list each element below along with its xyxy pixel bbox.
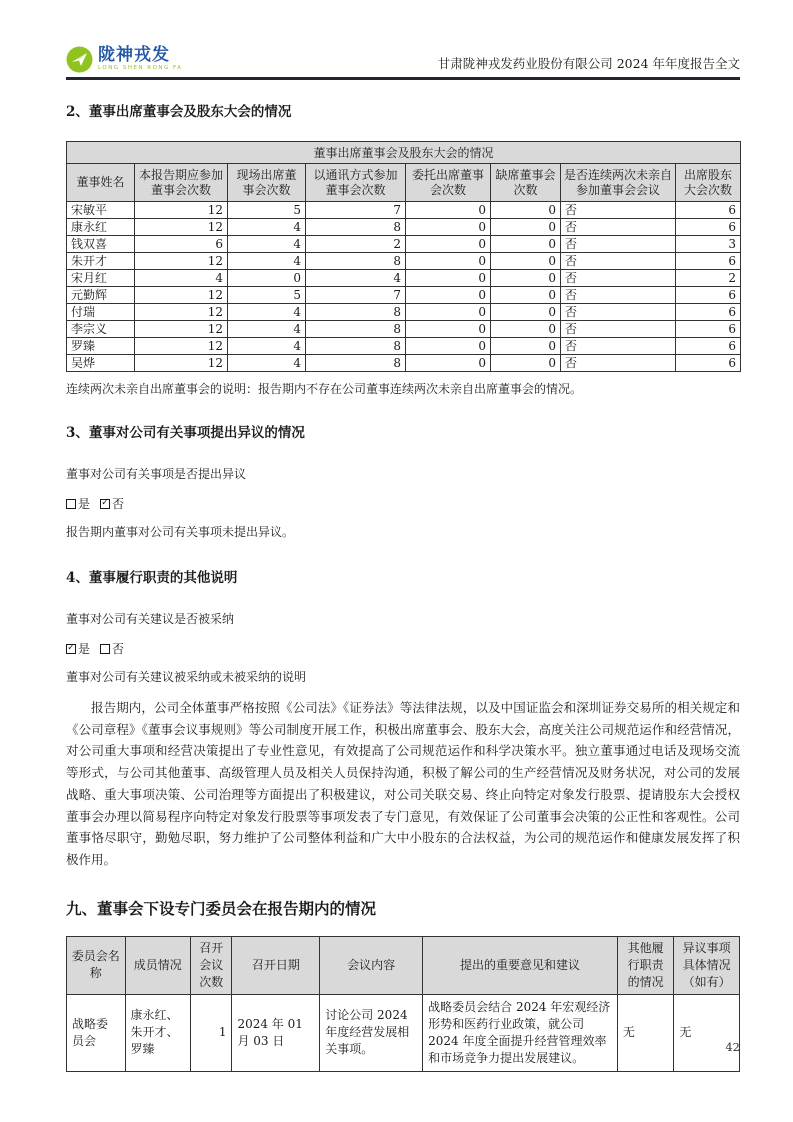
option-label: 否	[112, 642, 125, 656]
table-cell: 宋敏平	[67, 202, 135, 219]
col-header: 异议事项具体情况（如有）	[674, 936, 740, 994]
table-row	[67, 321, 741, 338]
table-cell: 4	[135, 270, 228, 287]
table-cell: 6	[676, 287, 741, 304]
col-header: 召开会议次数	[191, 936, 232, 994]
table-cell: 0	[491, 270, 561, 287]
table-cell: 8	[306, 219, 406, 236]
table-cell: 0	[406, 270, 491, 287]
table-cell: 0	[491, 202, 561, 219]
table-cell: 0	[491, 219, 561, 236]
table-cell: 12	[135, 338, 228, 355]
option-label: 是	[78, 497, 91, 511]
section4-question: 董事对公司有关建议是否被采纳	[66, 612, 235, 626]
table-cell: 12	[135, 253, 228, 270]
table-cell: 吴烨	[67, 355, 135, 372]
checkbox-unchecked-icon	[66, 499, 76, 509]
table-cell: 否	[561, 236, 676, 253]
company-logo-icon	[66, 46, 93, 73]
section4-heading: 4、董事履行职责的其他说明	[66, 570, 238, 586]
table-cell: 否	[561, 338, 676, 355]
table-cell: 朱开才	[67, 253, 135, 270]
table-cell: 6	[676, 253, 741, 270]
col-header: 缺席董事会次数	[491, 164, 561, 202]
table-cell: 元勤辉	[67, 287, 135, 304]
table-cell: 2	[676, 270, 741, 287]
company-logo-subtitle: LONG SHEN RONG FA	[98, 65, 183, 71]
table-cell: 8	[306, 321, 406, 338]
col-header: 召开日期	[232, 936, 320, 994]
table-cell: 否	[561, 219, 676, 236]
table-cell: 否	[561, 304, 676, 321]
board-attendance-table	[66, 141, 741, 372]
col-header: 会议内容	[320, 936, 423, 994]
col-header: 本报告期应参加董事会次数	[135, 164, 228, 202]
table-cell: 1	[191, 994, 232, 1071]
table-cell: 12	[135, 219, 228, 236]
table-row	[67, 355, 741, 372]
col-header: 其他履行职责的情况	[617, 936, 674, 994]
table-cell: 12	[135, 355, 228, 372]
option-unchecked	[66, 495, 90, 512]
table-cell: 康永红、朱开才、罗臻	[125, 994, 191, 1071]
table-cell: 12	[135, 321, 228, 338]
table-cell: 0	[491, 253, 561, 270]
table-row	[67, 304, 741, 321]
table-cell: 康永红	[67, 219, 135, 236]
table-cell: 4	[228, 219, 306, 236]
table-row	[67, 338, 741, 355]
table-row	[67, 287, 741, 304]
col-header: 出席股东大会次数	[676, 164, 741, 202]
table-cell: 战略委员会	[67, 994, 126, 1071]
table-cell: 钱双喜	[67, 236, 135, 253]
page-header	[66, 46, 740, 73]
table-cell: 12	[135, 287, 228, 304]
table-cell: 否	[561, 253, 676, 270]
table-cell: 罗臻	[67, 338, 135, 355]
checkbox-checked-icon: ✓	[101, 498, 109, 508]
table-cell: 2024 年 01 月 03 日	[232, 994, 320, 1071]
table-cell: 5	[228, 287, 306, 304]
table-row	[67, 219, 741, 236]
table-cell: 6	[676, 321, 741, 338]
section2-heading: 2、董事出席董事会及股东大会的情况	[66, 104, 292, 120]
section4-subheading: 董事对公司有关建议被采纳或未被采纳的说明	[66, 670, 307, 684]
table-cell: 12	[135, 304, 228, 321]
table-row	[67, 236, 741, 253]
table-cell: 5	[228, 202, 306, 219]
table-cell: 4	[228, 338, 306, 355]
section4-checkbox-group	[66, 640, 740, 657]
attendance-note: 连续两次未亲自出席董事会的说明：报告期内不存在公司董事连续两次未亲自出席董事会的情况。	[66, 382, 583, 396]
table-cell: 2	[306, 236, 406, 253]
table-cell: 6	[676, 304, 741, 321]
table-cell: 0	[406, 287, 491, 304]
document-title: 甘肃陇神戎发药业股份有限公司 2024 年年度报告全文	[437, 56, 740, 71]
table-cell: 8	[306, 304, 406, 321]
table-header-row	[67, 936, 740, 994]
committee-table	[66, 936, 740, 1072]
section3-note: 报告期内董事对公司有关事项未提出异议。	[66, 525, 295, 539]
table-title: 董事出席董事会及股东大会的情况	[67, 142, 741, 164]
option-label: 是	[78, 642, 91, 656]
table-cell: 6	[676, 355, 741, 372]
table-header-row	[67, 164, 741, 202]
col-header: 董事姓名	[67, 164, 135, 202]
table-cell: 0	[491, 236, 561, 253]
table-cell: 无	[617, 994, 674, 1071]
table-cell: 4	[306, 270, 406, 287]
table-row	[67, 253, 741, 270]
section4-paragraph: 报告期内，公司全体董事严格按照《公司法》《证券法》等法律法规，以及中国证监会和深圳证券交易所的相关规定和《公司章程》《董事会议事规则》等公司制度开展工作，积极出席董事会、股东大会，高度关注公司规范运作和经营情况，对公司重大事项和经营决策提出了专业性意见，有效提高了公司规范运作和科学决策水平。独立董事通过电话及现场交流等形式，与公司其他董事、高级管理人员及相关人员保持沟通，积极了解公司的生产经营情况及财务状况，对公司的发展战略、重大事项决策、公司治理等方面提出了积极建议，对公司关联交易、终止向特定对象发行股票、提请股东大会授权董事会办理以简易程序向特定对象发行股票等事项发表了专门意见，有效保证了公司董事会决策的公正性和客观性。公司董事恪尽职守，勤勉尽职，努力维护了公司整体利益和广大中小股东的合法权益，为公司的规范运作和健康发展发挥了积极作用。	[66, 700, 740, 867]
table-cell: 0	[406, 355, 491, 372]
table-cell: 0	[491, 304, 561, 321]
table-cell: 0	[491, 338, 561, 355]
table-cell: 3	[676, 236, 741, 253]
table-cell: 0	[406, 321, 491, 338]
table-cell: 6	[676, 338, 741, 355]
col-header: 委员会名称	[67, 936, 126, 994]
table-cell: 4	[228, 304, 306, 321]
header-divider	[66, 77, 740, 80]
page-number: 42	[725, 1040, 740, 1054]
table-cell: 6	[676, 202, 741, 219]
table-cell: 12	[135, 202, 228, 219]
option-label: 否	[112, 497, 125, 511]
table-cell: 0	[406, 338, 491, 355]
company-logo	[66, 46, 182, 73]
table-title-row	[67, 142, 741, 164]
option-checked	[66, 640, 90, 657]
table-cell: 0	[406, 219, 491, 236]
table-cell: 4	[228, 253, 306, 270]
section3-heading: 3、董事对公司有关事项提出异议的情况	[66, 425, 305, 441]
table-cell: 宋月红	[67, 270, 135, 287]
section3-question: 董事对公司有关事项是否提出异议	[66, 467, 247, 481]
table-cell: 0	[491, 355, 561, 372]
col-header: 以通讯方式参加董事会次数	[306, 164, 406, 202]
table-cell: 4	[228, 321, 306, 338]
table-cell: 否	[561, 270, 676, 287]
checkbox-unchecked-icon	[100, 644, 110, 654]
table-cell: 讨论公司 2024 年度经营发展相关事项。	[320, 994, 423, 1071]
section3-checkbox-group	[66, 495, 740, 512]
table-row	[67, 994, 740, 1071]
table-row	[67, 270, 741, 287]
table-cell: 0	[491, 287, 561, 304]
table-cell: 8	[306, 253, 406, 270]
option-unchecked	[100, 640, 124, 657]
table-cell: 战略委员会结合 2024 年宏观经济形势和医药行业政策，就公司 2024 年度全面提升经营管理效率和市场竞争力提出发展建议。	[423, 994, 618, 1071]
col-header: 现场出席董事会次数	[228, 164, 306, 202]
table-cell: 0	[228, 270, 306, 287]
table-row	[67, 202, 741, 219]
table-cell: 4	[228, 355, 306, 372]
table-cell: 7	[306, 202, 406, 219]
table-cell: 6	[676, 219, 741, 236]
table-cell: 8	[306, 338, 406, 355]
table-cell: 付瑞	[67, 304, 135, 321]
table-cell: 0	[406, 202, 491, 219]
table-cell: 否	[561, 287, 676, 304]
col-header: 是否连续两次未亲自参加董事会会议	[561, 164, 676, 202]
table-cell: 否	[561, 355, 676, 372]
option-checked	[100, 495, 124, 512]
checkbox-checked-icon: ✓	[67, 643, 75, 653]
table-cell: 无	[674, 994, 740, 1071]
table-cell: 4	[228, 236, 306, 253]
table-cell: 6	[135, 236, 228, 253]
table-cell: 否	[561, 321, 676, 338]
company-logo-name: 陇神戎发	[98, 45, 170, 65]
table-cell: 0	[491, 321, 561, 338]
section9-heading: 九、董事会下设专门委员会在报告期内的情况	[66, 898, 377, 918]
table-cell: 7	[306, 287, 406, 304]
table-cell: 李宗义	[67, 321, 135, 338]
table-cell: 否	[561, 202, 676, 219]
col-header: 提出的重要意见和建议	[423, 936, 618, 994]
table-cell: 0	[406, 304, 491, 321]
col-header: 成员情况	[125, 936, 191, 994]
col-header: 委托出席董事会次数	[406, 164, 491, 202]
table-cell: 0	[406, 253, 491, 270]
table-cell: 8	[306, 355, 406, 372]
table-cell: 0	[406, 236, 491, 253]
